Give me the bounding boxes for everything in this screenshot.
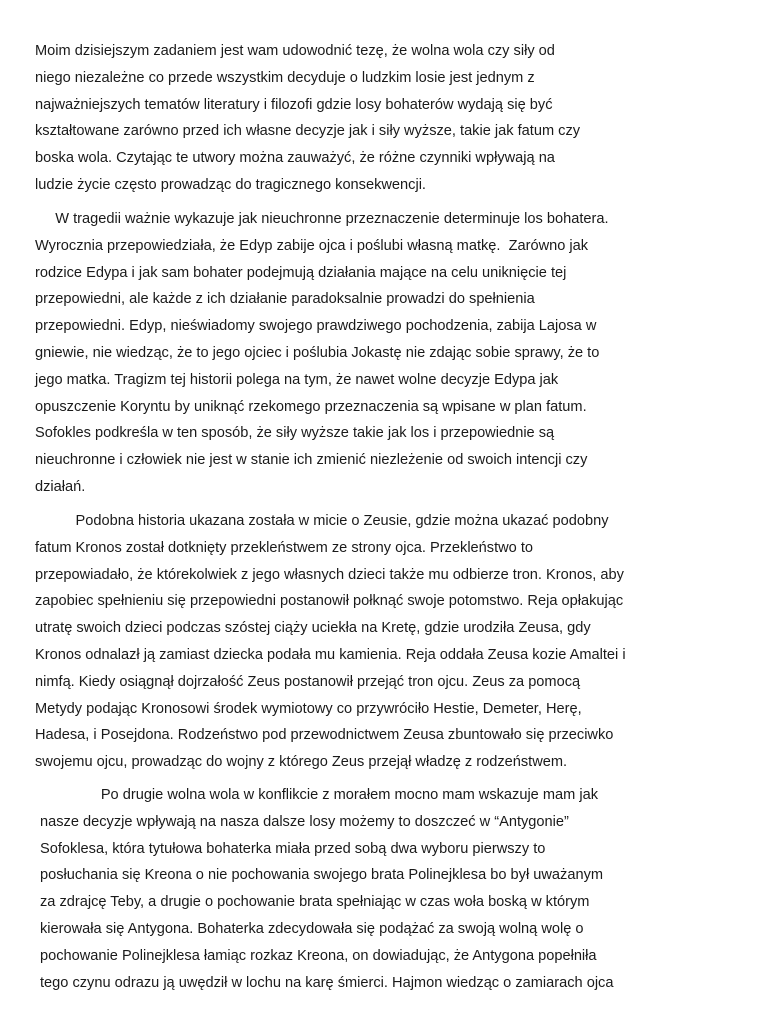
text-line: kierowała się Antygona. Bohaterka zdecydowała się podążać za swoją wolną wolę o	[40, 920, 584, 937]
text-line: Metydy podając Kronosowi środek wymiotowy co przywróciło Hestie, Demeter, Herę,	[35, 700, 582, 717]
text-line: Podobna historia ukazana została w micie o Zeusie, gdzie można ukazać podobny	[35, 513, 609, 529]
text-line: posłuchania się Kreona o nie pochowania swojego brata Polinejklesa bo był uważanym	[40, 867, 604, 884]
paragraph-antigone	[40, 782, 613, 996]
text-line: fatum Kronos został dotknięty przekleństwem ze strony ojca. Przekleństwo to	[35, 539, 534, 556]
text-line: W tragedii ważnie wykazuje jak nieuchronne przeznaczenie determinuje los bohatera.	[35, 211, 609, 227]
text-line: pochowanie Polinejklesa łamiąc rozkaz Kreona, on dowiadując, że Antygona popełniła	[40, 947, 597, 964]
text-line: Wyrocznia przepowiedziała, że Edyp zabije ojca i poślubi własną matkę. Zarówno jak	[35, 237, 589, 254]
text-line: gniewie, nie wiedząc, że to jego ojciec i poślubia Jokastę nie zdając sobie sprawy, że to	[35, 344, 600, 361]
text-line: przepowiadało, że którekolwiek z jego własnych dzieci także mu odbierze tron. Kronos, aby	[35, 566, 624, 583]
text-line: Sofoklesa, która tytułowa bohaterka miała przed sobą dwa wyboru pierwszy to	[40, 840, 546, 857]
text-line: rodzice Edypa i jak sam bohater podejmują działania mające na celu uniknięcie tej	[35, 264, 567, 281]
paragraph-oedipus	[35, 206, 609, 501]
text-line: Hadesa, i Posejdona. Rodzeństwo pod przewodnictwem Zeusa zbuntowało się przeciwko	[35, 727, 614, 744]
text-line: przepowiedni. Edyp, nieświadomy swojego prawdziwego pochodzenia, zabija Lajosa w	[35, 318, 597, 335]
paragraph-zeus-myth	[35, 508, 626, 776]
text-line: utratę swoich dzieci podczas szóstej ciąży uciekła na Kretę, gdzie urodziła Zeusa, gdy	[35, 620, 591, 637]
text-line: Sofokles podkreśla w ten sposób, że siły wyższe takie jak los i przepowiednie są	[35, 425, 555, 442]
text-line: niego niezależne co przede wszystkim decyduje o ludzkim losie jest jednym z	[35, 69, 535, 86]
text-line: nieuchronne i człowiek nie jest w stanie ich zmienić niezleżenie od swoich intencji czy	[35, 452, 588, 469]
text-line: swojemu ojcu, prowadząc do wojny z którego Zeus przejął władzę z rodzeństwem.	[35, 754, 568, 771]
text-line: Po drugie wolna wola w konflikcie z morałem mocno mam wskazuje mam jak	[40, 787, 598, 803]
text-line: opuszczenie Koryntu by uniknąć rzekomego przeznaczenia są wpisane w plan fatum.	[35, 398, 587, 415]
text-line: Moim dzisiejszym zadaniem jest wam udowodnić tezę, że wolna wola czy siły od	[35, 43, 555, 59]
text-line: za zdrajcę Teby, a drugie o pochowanie brata spełniając w czas woła boską w którym	[40, 894, 590, 911]
text-line: boska wola. Czytając te utwory można zauważyć, że różne czynniki wpływają na	[35, 150, 555, 167]
text-line: jego matka. Tragizm tej historii polega na tym, że nawet wolne decyzje Edypa jak	[35, 371, 559, 388]
text-line: nimfą. Kiedy osiągnął dojrzałość Zeus postanowił przejąć tron ojcu. Zeus za pomocą	[35, 673, 581, 690]
text-line: przepowiedni, ale każde z ich działanie paradoksalnie prowadzi do spełnienia	[35, 291, 535, 308]
text-line: tego czynu odrazu ją uwędził w lochu na karę śmierci. Hajmon wiedząc o zamiarach ojca	[40, 974, 614, 991]
text-line: kształtowane zarówno przed ich własne decyzje jak i siły wyższe, takie jak fatum czy	[35, 123, 581, 140]
text-line: zapobiec spełnieniu się przepowiedni postanowił połknąć swoje potomstwo. Reja opłakując	[35, 593, 624, 610]
text-line: działań.	[35, 478, 86, 495]
text-line: ludzie życie często prowadząc do tragicznego konsekwencji.	[35, 176, 426, 193]
paragraph-introduction	[35, 38, 580, 199]
text-line: Kronos odnalazł ją zamiast dziecka podała mu kamienia. Reja oddała Zeusa kozie Amaltei i	[35, 646, 626, 663]
text-line: nasze decyzje wpływają na nasza dalsze losy możemy to doszczeć w “Antygonie”	[40, 813, 569, 830]
text-line: najważniejszych tematów literatury i filozofi gdzie losy bohaterów wydają się być	[35, 96, 553, 113]
